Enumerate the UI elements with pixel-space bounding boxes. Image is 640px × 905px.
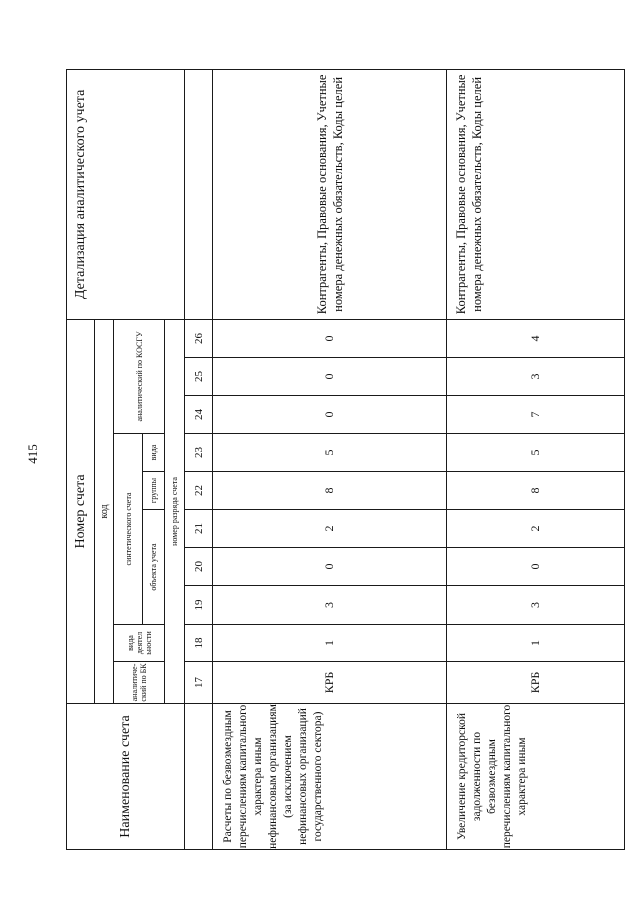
row-value: 8 <box>213 472 447 510</box>
row-value: 3 <box>213 586 447 625</box>
digit-21: 21 <box>185 510 213 548</box>
row-value: 0 <box>213 358 447 396</box>
header-digit-number: номер разряда счета <box>165 319 185 703</box>
row-value: 3 <box>447 586 625 625</box>
header-analytic-bk: аналитический по БК <box>114 662 165 704</box>
page-number: 415 <box>25 444 40 464</box>
digit-22: 22 <box>185 472 213 510</box>
row-detail: Контрагенты, Правовые основания, Учетные номера денежных обязательств, Коды целей <box>213 69 447 319</box>
row-value: 5 <box>447 434 625 472</box>
row-value: 2 <box>447 510 625 548</box>
row-value: 2 <box>213 510 447 548</box>
row-value: 4 <box>447 319 625 357</box>
digit-24: 24 <box>185 396 213 434</box>
row-value: КРБ <box>447 662 625 704</box>
header-activity-type: вида деятел ьности <box>114 625 165 662</box>
account-table <box>66 69 625 850</box>
row-value: 3 <box>447 358 625 396</box>
header-group: группы <box>143 472 165 510</box>
row-value: 1 <box>213 625 447 662</box>
row-value: 7 <box>447 396 625 434</box>
header-type: вида <box>143 434 165 472</box>
header-account-number: Номер счета <box>67 319 95 703</box>
row-value: 0 <box>213 396 447 434</box>
digit-23: 23 <box>185 434 213 472</box>
header-synthetic: синтетического счета <box>114 434 143 625</box>
digit-20: 20 <box>185 548 213 586</box>
row-value: 5 <box>213 434 447 472</box>
table-row <box>447 69 625 849</box>
digit-26: 26 <box>185 319 213 357</box>
digit-17: 17 <box>185 662 213 704</box>
header-account-object: объекта учета <box>143 510 165 625</box>
row-name: Увеличение кредиторской задолженности по безвозмездным перечислениям капитального характера иным <box>447 704 625 850</box>
digit-25: 25 <box>185 358 213 396</box>
row-value: 8 <box>447 472 625 510</box>
row-value: 1 <box>447 625 625 662</box>
header-name: Наименование счета <box>67 704 185 850</box>
row-name: Расчеты по безвозмездным перечислениям капитального характера иным нефинансовым организациям (за исключением нефинансовых организаций государственного сектора) <box>213 704 447 850</box>
table-row <box>213 69 447 849</box>
header-detail: Детализация аналитического учета <box>67 69 185 319</box>
digit-19: 19 <box>185 586 213 625</box>
row-value: 0 <box>213 319 447 357</box>
row-value: 0 <box>447 548 625 586</box>
digit-18: 18 <box>185 625 213 662</box>
row-value: 0 <box>213 548 447 586</box>
header-analytic-kosgu: аналитический по КОСГУ <box>114 319 165 433</box>
rotated-table-wrapper <box>66 70 624 850</box>
row-detail: Контрагенты, Правовые основания, Учетные номера денежных обязательств, Коды целей <box>447 69 625 319</box>
header-code: код <box>95 319 114 703</box>
row-value: КРБ <box>213 662 447 704</box>
